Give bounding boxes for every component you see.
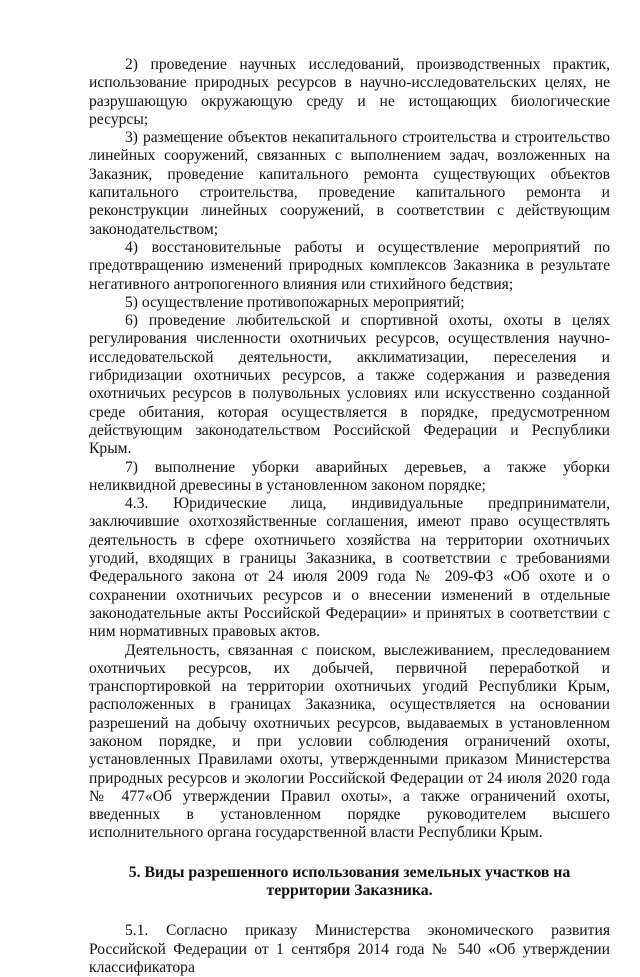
clause-5-1: 5.1. Согласно приказу Министерства экономического развития Российской Федерации от 1 сентября 2014 года № 540 «Об утверждении классификатора: [89, 922, 610, 976]
list-item-6: 6) проведение любительской и спортивной охоты, охоты в целях регулирования численности охотничьих ресурсов, осуществления научно-исследовательской деятельности, акклиматизации, переселения и гибридизации охотничьих ресурсов, а также содержания и разведения охотничьих ресурсов в полувольных условиях или искусственно созданной среде обитания, которая осуществляется в порядке, предусмотренном действующим законодательством Российской Федерации и Республики Крым.: [89, 312, 610, 458]
list-item-2: 2) проведение научных исследований, производственных практик, использование природных ресурсов в научно-исследовательских целях, не разрушающую окружающую среду и не истощающих биологические ресурсы;: [89, 56, 610, 128]
list-item-3: 3) размещение объектов некапитального строительства и строительство линейных сооружений, связанных с выполнением задач, возложенных на Заказник, проведение капитального ремонта существующих объектов капитального строительства, проведение капитального ремонта и реконструкции линейных сооружений, в соответствии с действующим законодательством;: [89, 129, 610, 238]
hunting-activity-paragraph: Деятельность, связанная с поиском, выслеживанием, преследованием охотничьих ресурсов, их добычей, первичной переработкой и транспортировкой на территории охотничьих угодий Республики Крым, расположенных в границах Заказника, осуществляется на основании разрешений на добычу охотничьих ресурсов, выдаваемых в установленном законом порядке, и при условии соблюдения ограничений охоты, установленных Правилами охоты, утвержденными приказом Министерства природных ресурсов и экологии Российской Федерации от 24 июля 2020 года № 477«Об утверждении Правил охоты», а также ограничений охоты, введенных в установленном порядке руководителем высшего исполнительного органа государственной власти Республики Крым.: [89, 641, 610, 842]
document-body: [89, 56, 610, 977]
section-heading-line-1: 5. Виды разрешенного использования земельных участков на: [128, 863, 571, 881]
list-item-7: 7) выполнение уборки аварийных деревьев, а также уборки неликвидной древесины в установленном законом порядке;: [89, 458, 610, 494]
list-item-4: 4) восстановительные работы и осуществление мероприятий по предотвращению изменений природных комплексов Заказника в результате негативного антропогенного влияния или стихийного бедствия;: [89, 238, 610, 293]
section-heading-line-2: территории Заказника.: [266, 882, 433, 900]
section-heading: [89, 864, 610, 901]
list-item-5: 5) осуществление противопожарных мероприятий;: [125, 293, 465, 311]
clause-4-3: 4.3. Юридические лица, индивидуальные предприниматели, заключившие охотхозяйственные соглашения, имеют право осуществлять деятельность в сфере охотничьего хозяйства на территории охотничьих угодий, входящих в границы Заказника, в соответствии с требованиями Федерального закона от 24 июля 2009 года № 209-ФЗ «Об охоте и о сохранении охотничьих ресурсов и о внесении изменений в отдельные законодательные акты Российской Федерации» и принятых в соответствии с ним нормативных правовых актов.: [89, 495, 610, 641]
